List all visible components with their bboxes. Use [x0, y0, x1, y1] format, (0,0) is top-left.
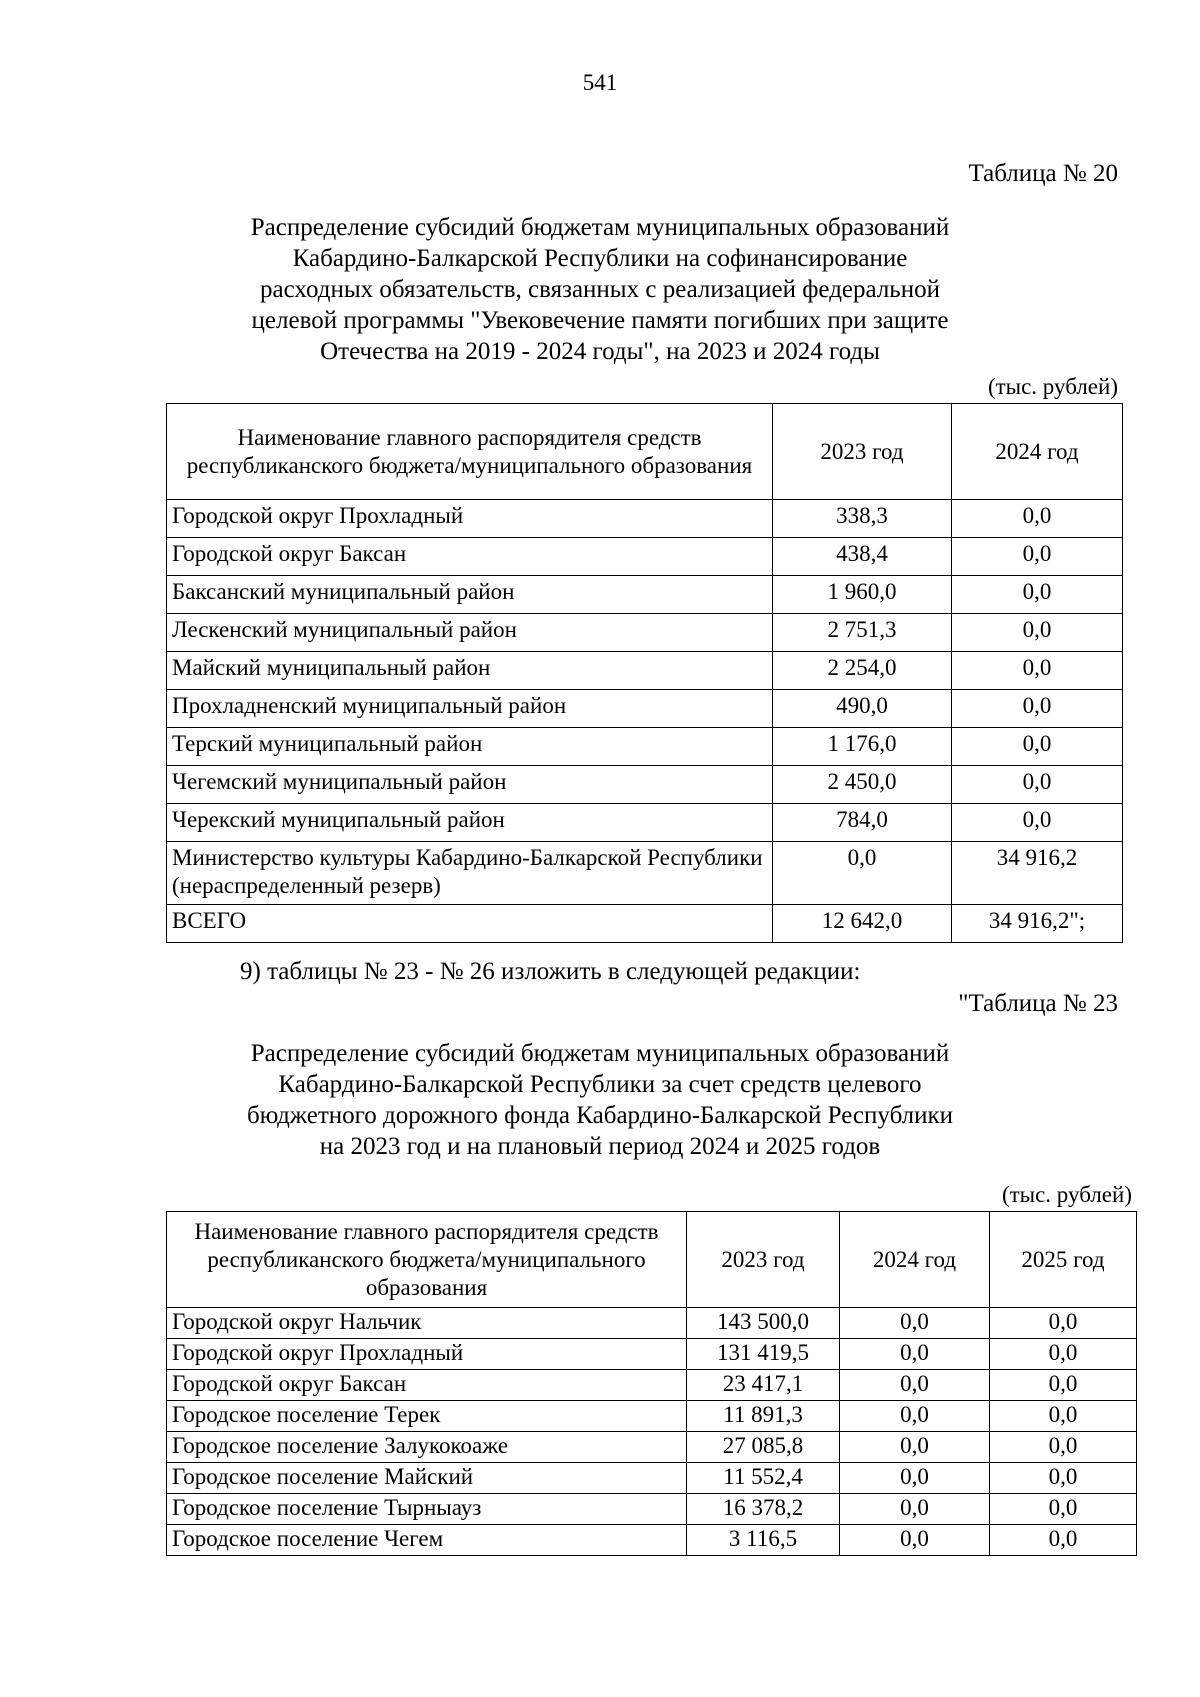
table-23-unit: (тыс. рублей) — [1001, 1182, 1132, 1207]
header-2025: 2025 год — [990, 1212, 1137, 1308]
row-value-2023: 16 378,2 — [687, 1494, 840, 1525]
table-row — [167, 766, 1123, 804]
row-name: Городской округ Прохладный — [167, 500, 773, 538]
row-value-2024: 0,0 — [840, 1432, 990, 1463]
table-row — [167, 728, 1123, 766]
row-value-2025: 0,0 — [990, 1463, 1137, 1494]
table-row — [167, 1432, 1137, 1463]
row-value-2024: 0,0 — [952, 500, 1123, 538]
table-20-label: Таблица № 20 — [968, 160, 1118, 187]
row-value-2024: 0,0 — [952, 766, 1123, 804]
row-value-2025: 0,0 — [990, 1339, 1137, 1370]
row-value-2023: 1 176,0 — [773, 728, 952, 766]
row-name: Городское поселение Чегем — [167, 1525, 687, 1556]
row-value-2024: 34 916,2 — [952, 842, 1123, 905]
row-value-2023: 2 254,0 — [773, 652, 952, 690]
row-value-2025: 0,0 — [990, 1401, 1137, 1432]
row-value-2023: 784,0 — [773, 804, 952, 842]
row-value-2024: 0,0 — [840, 1339, 990, 1370]
table-row — [167, 652, 1123, 690]
header-2023: 2023 год — [687, 1212, 840, 1308]
row-value-2023: 3 116,5 — [687, 1525, 840, 1556]
row-value-2024: 0,0 — [840, 1308, 990, 1339]
row-value-2025: 0,0 — [990, 1432, 1137, 1463]
table-header-row — [167, 1212, 1137, 1308]
row-name: Городское поселение Залукокоаже — [167, 1432, 687, 1463]
row-value-2025: 0,0 — [990, 1308, 1137, 1339]
table-row — [167, 1401, 1137, 1432]
row-name: Городской округ Нальчик — [167, 1308, 687, 1339]
instruction-text: 9) таблицы № 23 - № 26 изложить в следующей редакции: — [240, 958, 861, 985]
row-name: Чегемский муниципальный район — [167, 766, 773, 804]
row-name: Министерство культуры Кабардино-Балкарской Республики (нераспределенный резерв) — [167, 842, 773, 905]
title-line: бюджетного дорожного фонда Кабардино-Балкарской Республики — [246, 1102, 954, 1129]
row-value-2023: 490,0 — [773, 690, 952, 728]
row-value-2025: 0,0 — [990, 1370, 1137, 1401]
table-row — [167, 1463, 1137, 1494]
row-value-2023: 2 751,3 — [773, 614, 952, 652]
table-row — [167, 614, 1123, 652]
table-row — [167, 576, 1123, 614]
row-value-2024: 0,0 — [952, 804, 1123, 842]
row-value-2024: 0,0 — [840, 1401, 990, 1432]
row-value-2023: 338,3 — [773, 500, 952, 538]
row-value-2024: 0,0 — [952, 652, 1123, 690]
title-line: Отечества на 2019 - 2024 годы", на 2023 и 2024 годы — [320, 338, 880, 365]
table-row — [167, 1308, 1137, 1339]
title-line: расходных обязательств, связанных с реализацией федеральной — [260, 276, 940, 303]
row-value-2023: 11 552,4 — [687, 1463, 840, 1494]
row-value-2023: 23 417,1 — [687, 1370, 840, 1401]
row-value-2024: 0,0 — [840, 1525, 990, 1556]
table-row — [167, 1370, 1137, 1401]
row-name: Городское поселение Тырныауз — [167, 1494, 687, 1525]
row-value-2025: 0,0 — [990, 1525, 1137, 1556]
table-23-label: "Таблица № 23 — [958, 990, 1118, 1017]
row-name: Черекский муниципальный район — [167, 804, 773, 842]
header-2023: 2023 год — [773, 404, 952, 500]
row-name: Городское поселение Майский — [167, 1463, 687, 1494]
table-23-title — [0, 1038, 1200, 1162]
table-row — [167, 1339, 1137, 1370]
title-line: Кабардино-Балкарской Республики на софинансирование — [292, 245, 908, 272]
total-name: ВСЕГО — [167, 905, 773, 943]
table-23 — [166, 1211, 1137, 1556]
row-value-2024: 0,0 — [952, 690, 1123, 728]
row-value-2024: 0,0 — [952, 728, 1123, 766]
table-row — [167, 1525, 1137, 1556]
table-row — [167, 804, 1123, 842]
row-name: Лескенский муниципальный район — [167, 614, 773, 652]
row-name: Городской округ Прохладный — [167, 1339, 687, 1370]
header-2024: 2024 год — [952, 404, 1123, 500]
title-line: целевой программы "Увековечение памяти погибших при защите — [251, 307, 949, 334]
title-line: Распределение субсидий бюджетам муниципальных образований — [250, 214, 950, 241]
row-value-2024: 0,0 — [952, 576, 1123, 614]
row-name: Городское поселение Терек — [167, 1401, 687, 1432]
table-total-row — [167, 905, 1123, 943]
row-value-2023: 131 419,5 — [687, 1339, 840, 1370]
table-row — [167, 842, 1123, 905]
page-number: 541 — [582, 70, 618, 95]
row-value-2023: 0,0 — [773, 842, 952, 905]
row-value-2024: 0,0 — [952, 614, 1123, 652]
table-20-title — [0, 212, 1200, 367]
row-value-2024: 0,0 — [840, 1463, 990, 1494]
title-line: Распределение субсидий бюджетам муниципальных образований — [250, 1040, 950, 1067]
table-row — [167, 538, 1123, 576]
row-value-2024: 0,0 — [840, 1494, 990, 1525]
table-row — [167, 500, 1123, 538]
table-20-unit: (тыс. рублей) — [987, 374, 1118, 399]
row-name: Городской округ Баксан — [167, 1370, 687, 1401]
title-line: Кабардино-Балкарской Республики за счет средств целевого — [278, 1071, 922, 1098]
row-value-2023: 2 450,0 — [773, 766, 952, 804]
row-value-2023: 11 891,3 — [687, 1401, 840, 1432]
table-row — [167, 690, 1123, 728]
row-name: Терский муниципальный район — [167, 728, 773, 766]
row-value-2023: 143 500,0 — [687, 1308, 840, 1339]
row-name: Прохладненский муниципальный район — [167, 690, 773, 728]
row-name: Городской округ Баксан — [167, 538, 773, 576]
header-2024: 2024 год — [840, 1212, 990, 1308]
row-name: Баксанский муниципальный район — [167, 576, 773, 614]
row-value-2023: 27 085,8 — [687, 1432, 840, 1463]
row-value-2023: 438,4 — [773, 538, 952, 576]
row-value-2025: 0,0 — [990, 1494, 1137, 1525]
row-value-2024: 0,0 — [952, 538, 1123, 576]
total-value-2023: 12 642,0 — [773, 905, 952, 943]
row-value-2023: 1 960,0 — [773, 576, 952, 614]
total-value-2024: 34 916,2"; — [952, 905, 1123, 943]
title-line: на 2023 год и на плановый период 2024 и 2025 годов — [319, 1133, 881, 1160]
header-name: Наименование главного распорядителя средств республиканского бюджета/муниципального образования — [167, 1212, 687, 1308]
table-20 — [166, 403, 1123, 943]
table-header-row — [167, 404, 1123, 500]
row-name: Майский муниципальный район — [167, 652, 773, 690]
row-value-2024: 0,0 — [840, 1370, 990, 1401]
header-name: Наименование главного распорядителя средств республиканского бюджета/муниципального образования — [167, 404, 773, 500]
table-row — [167, 1494, 1137, 1525]
